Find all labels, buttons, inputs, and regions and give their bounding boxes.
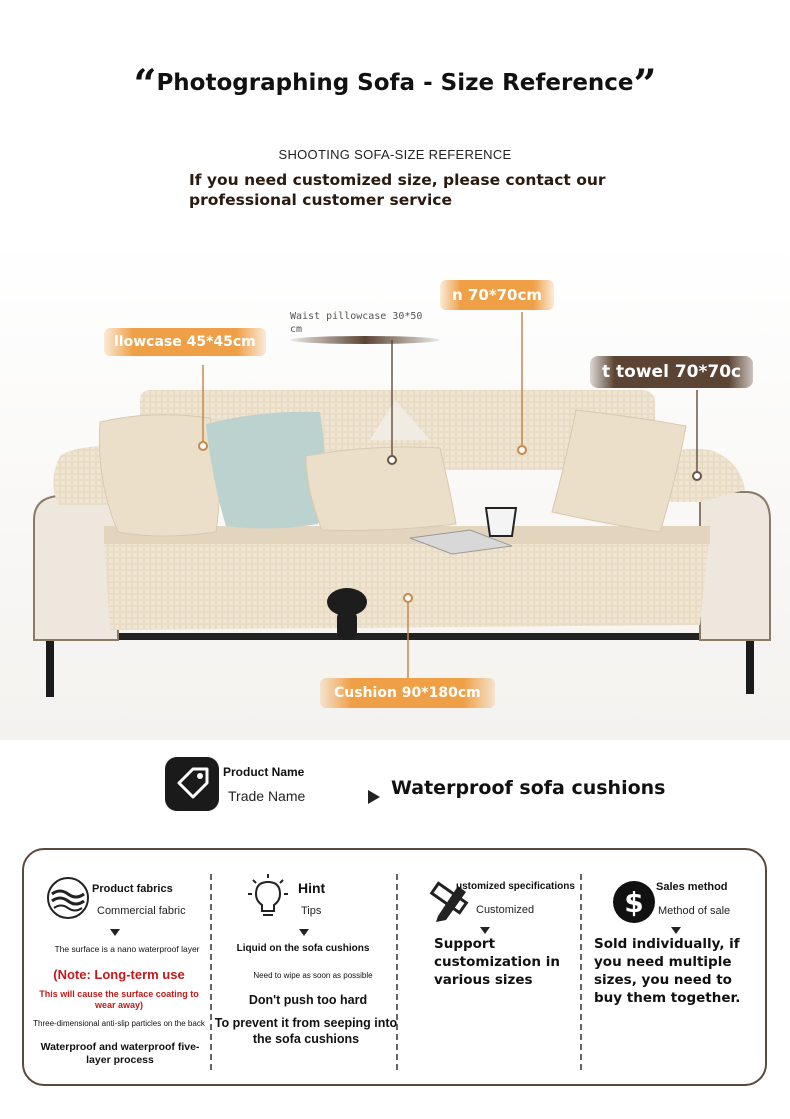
hint-line-1: Liquid on the sofa cushions (236, 943, 370, 954)
sofa-photo (0, 240, 790, 740)
fabrics-line-1: The surface is a nano waterproof layer (54, 944, 200, 954)
sales-subheading: Method of sale (658, 905, 731, 917)
svg-text:$: $ (624, 886, 644, 919)
fabric-wave-icon (46, 876, 90, 925)
down-arrow-icon (110, 929, 120, 936)
fabrics-heading: Product fabrics (92, 883, 173, 895)
down-arrow-icon (480, 927, 490, 934)
page-title-text: Photographing Sofa - Size Reference (156, 70, 634, 96)
arrow-right-icon (368, 790, 380, 804)
sales-body: Sold individually, if you need multiple sizes, you need to buy them together. (594, 936, 741, 1006)
sales-heading: Sales method (656, 881, 728, 893)
fabrics-line-3: Waterproof and waterproof five-layer process (40, 1041, 200, 1066)
fabrics-line-2: Three-dimensional anti-slip particles on the back (33, 1019, 205, 1028)
price-tag-icon (165, 757, 219, 811)
customization-heading: ustomized specifications (456, 881, 575, 892)
light-bulb-icon (242, 872, 294, 927)
cushion-size-tag: Cushion 90*180cm (320, 678, 495, 708)
customization-body: Support customization in various sizes (434, 936, 560, 988)
waist-pillowcase-tag-bar (290, 336, 440, 344)
hint-line-3: Don't push too hard (248, 993, 368, 1007)
pillowcase-size-tag: llowcase 45*45cm (104, 328, 266, 356)
hint-line-2: Need to wipe as soon as possible (253, 971, 373, 980)
page-subtitle: SHOOTING SOFA-SIZE REFERENCE (278, 147, 512, 162)
sales-column (580, 850, 769, 1088)
hint-heading: Hint (298, 880, 326, 896)
waist-pillowcase-size-label: Waist pillowcase 30*50 cm (290, 311, 423, 335)
trade-name-label: Trade Name (228, 788, 306, 804)
product-name-row (0, 757, 790, 817)
product-info-panel (22, 848, 767, 1086)
contact-notice (189, 170, 609, 210)
fabrics-subheading: Commercial fabric (97, 905, 186, 917)
page-title (0, 61, 790, 108)
armrest-towel-size-tag: t towel 70*70c (590, 356, 753, 388)
customization-column (396, 850, 580, 1088)
hint-column (210, 850, 396, 1088)
close-quote: ” (633, 61, 657, 108)
down-arrow-icon (671, 927, 681, 934)
customization-subheading: Customized (476, 904, 535, 916)
hint-subheading: Tips (301, 905, 322, 917)
dollar-icon (612, 880, 656, 929)
fabrics-note-title: (Note: Long-term use (53, 967, 185, 982)
product-name-label: Product Name (223, 765, 305, 779)
open-quote: “ (133, 61, 157, 108)
down-arrow-icon (299, 929, 309, 936)
contact-line-2: professional customer service (189, 191, 452, 209)
fabrics-column (24, 850, 210, 1088)
contact-line-1: If you need customized size, please contact our (189, 171, 606, 189)
back-towel-size-tag: n 70*70cm (440, 280, 554, 310)
hint-line-4: To prevent it from seeping into the sofa cushions (214, 1016, 398, 1046)
product-name-value: Waterproof sofa cushions (391, 777, 666, 799)
fabrics-note-body: This will cause the surface coating to wear away) (39, 989, 199, 1010)
